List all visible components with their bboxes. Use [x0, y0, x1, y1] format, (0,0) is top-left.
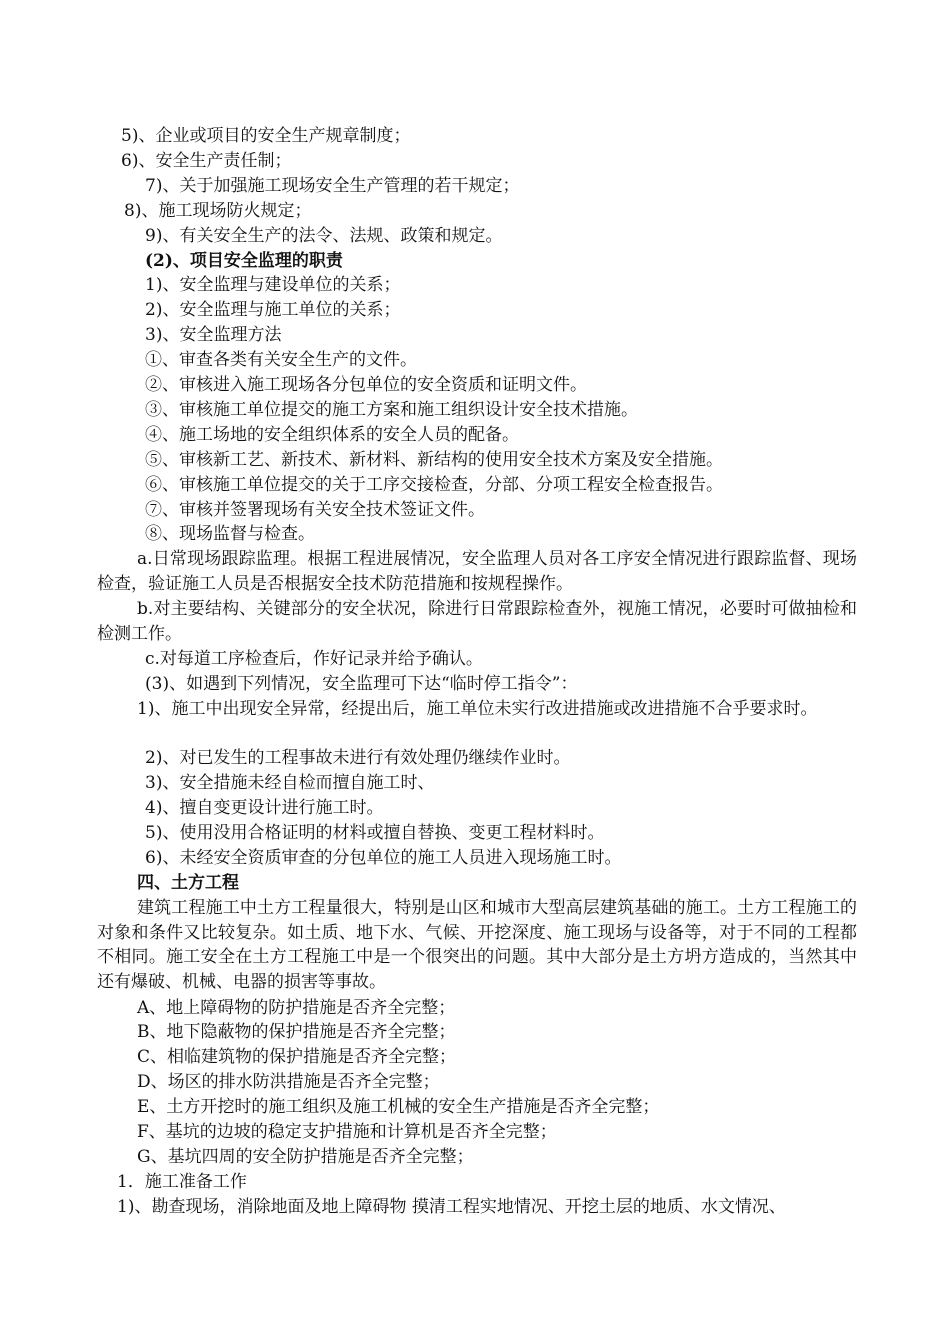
list-item: C、相临建筑物的保护措施是否齐全完整；	[137, 1047, 457, 1067]
list-item: 4)、擅自变更设计进行施工时。	[145, 798, 384, 818]
list-item: ②、审核进入施工现场各分包单位的安全资质和证明文件。	[145, 375, 587, 395]
list-item: ①、审查各类有关安全生产的文件。	[145, 350, 417, 370]
list-item: 1)、安全监理与建设单位的关系；	[145, 275, 401, 295]
list-item: 8)、施工现场防火规定；	[124, 201, 312, 221]
list-item: D、场区的排水防洪措施是否齐全完整；	[137, 1072, 440, 1092]
list-item: E、土方开挖时的施工组织及施工机械的安全生产措施是否齐全完整；	[137, 1097, 660, 1117]
paragraph-earthwork: 建筑工程施工中土方工程量很大，特别是山区和城市大型高层建筑基础的施工。土方工程施工的对象和条件又比较复杂。如土质、地下水、气候、开挖深度、施工现场与设备等，对于不同的工程都不相同。施工安全在土方工程施工中是一个很突出的问题。其中大部分是土方坍方造成的，当然其中还有爆破、机械、电器的损害等事故。	[97, 898, 857, 992]
list-item: 7)、关于加强施工现场安全生产管理的若干规定；	[145, 176, 520, 196]
list-item: 5)、使用没用合格证明的材料或擅自替换、变更工程材料时。	[145, 823, 605, 843]
list-item: B、地下隐蔽物的保护措施是否齐全完整；	[137, 1022, 456, 1042]
list-item: ⑥、审核施工单位提交的关于工序交接检查，分部、分项工程安全检查报告。	[145, 475, 723, 495]
list-item: G、基坑四周的安全防护措施是否齐全完整；	[137, 1147, 474, 1167]
list-item: ⑧、现场监督与检查。	[145, 524, 315, 544]
list-item: F、基坑的边坡的稳定支护措施和计算机是否齐全完整；	[137, 1122, 557, 1142]
list-item: c.对每道工序检查后，作好记录并给予确认。	[145, 649, 483, 669]
list-item: 9)、有关安全生产的法令、法规、政策和规定。	[145, 226, 503, 246]
list-item: 1)、勘查现场，消除地面及地上障碍物 摸清工程实地情况、开挖土层的地质、水文情况、	[117, 1197, 786, 1217]
list-item: 3)、安全监理方法	[145, 325, 282, 345]
section-heading: 四、土方工程	[137, 873, 239, 893]
list-item: 2)、对已发生的工程事故未进行有效处理仍继续作业时。	[145, 748, 571, 768]
section-heading: (2)、项目安全监理的职责	[145, 251, 343, 271]
paragraph-stop-1: 1)、施工中出现安全异常，经提出后，施工单位未实行改进措施或改进措施不合乎要求时。	[137, 699, 818, 719]
list-item: 6)、未经安全资质审查的分包单位的施工人员进入现场施工时。	[145, 848, 622, 868]
list-item: 3)、安全措施未经自检而擅自施工时、	[145, 773, 435, 793]
list-item: A、地上障碍物的防护措施是否齐全完整；	[137, 998, 456, 1018]
subsection-heading: 1．施工准备工作	[117, 1172, 247, 1192]
section-heading: (3)、如遇到下列情况，安全监理可下达“临时停工指令”：	[145, 674, 578, 694]
list-item: ④、施工场地的安全组织体系的安全人员的配备。	[145, 425, 519, 445]
list-item: 5)、企业或项目的安全生产规章制度；	[121, 126, 411, 146]
paragraph-a: a.日常现场跟踪监理。根据工程进展情况，安全监理人员对各工序安全情况进行跟踪监督、现场检查，验证施工人员是否根据安全技术防范措施和按规程操作。	[97, 549, 857, 594]
list-item: 6)、安全生产责任制；	[121, 151, 292, 171]
list-item: ⑦、审核并签署现场有关安全技术签证文件。	[145, 500, 485, 520]
list-item: ③、审核施工单位提交的施工方案和施工组织设计安全技术措施。	[145, 400, 638, 420]
paragraph-b: b.对主要结构、关键部分的安全状况，除进行日常跟踪检查外，视施工情况，必要时可做抽检和检测工作。	[97, 599, 857, 644]
list-item: ⑤、审核新工艺、新技术、新材料、新结构的使用安全技术方案及安全措施。	[145, 450, 723, 470]
list-item: 2)、安全监理与施工单位的关系；	[145, 300, 401, 320]
